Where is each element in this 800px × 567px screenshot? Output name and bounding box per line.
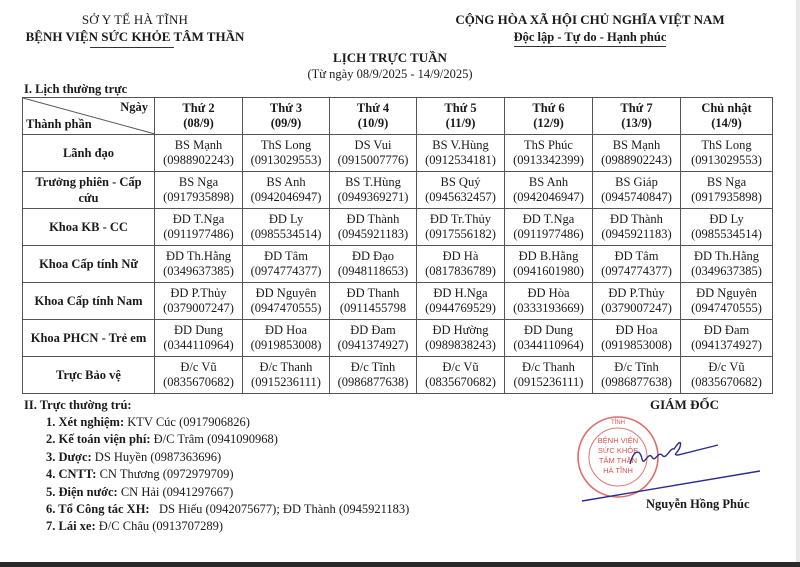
row-label: Trưởng phiên - Cấp cứu (23, 172, 155, 209)
staff-name: ThS Long (701, 138, 752, 152)
duty-cell (243, 135, 330, 172)
staff-phone: (0911977486) (163, 227, 234, 241)
table-row (23, 320, 773, 357)
duty-cell (417, 172, 505, 209)
duty-cell (330, 246, 417, 283)
day-header: Thứ 6 (12/9) (505, 98, 593, 135)
nation-name: CỘNG HÒA XÃ HỘI CHỦ NGHĨA VIỆT NAM (455, 12, 725, 27)
duty-cell (593, 357, 681, 394)
duty-cell (681, 172, 773, 209)
staff-phone: (0949369271) (337, 190, 409, 204)
staff-phone: (0915007776) (337, 153, 409, 167)
duty-cell (155, 320, 243, 357)
staff-phone: (0911455798 (339, 301, 407, 315)
staff-name: BS Nga (706, 175, 747, 189)
svg-text:HÀ TĨNH: HÀ TĨNH (603, 466, 633, 475)
staff-phone: (0945632457) (425, 190, 496, 204)
page-edge-bottom (0, 562, 800, 567)
staff-phone: (0919853008) (601, 338, 672, 352)
duty-cell (593, 172, 681, 209)
day-header: Thứ 3 (09/9) (243, 98, 330, 135)
staff-phone: (0912534181) (425, 153, 496, 167)
row-label: Khoa KB - CC (23, 209, 155, 246)
section1-heading: I. Lịch thường trực (24, 82, 128, 96)
staff-phone: (0344110964) (163, 338, 234, 352)
staff-name: ĐD H.Nga (433, 286, 488, 300)
table-header-row (23, 98, 773, 135)
duty-cell (155, 246, 243, 283)
signer-name: Nguyễn Hồng Phúc (646, 497, 750, 511)
duty-cell (505, 135, 593, 172)
staff-phone: (0917556182) (425, 227, 496, 241)
row-label: Khoa Cấp tính Nữ (23, 246, 155, 283)
duty-cell (155, 209, 243, 246)
staff-name: ĐD Tâm (614, 249, 659, 263)
staff-name: BS Quý (440, 175, 481, 189)
title-date-range: (Từ ngày 08/9/2025 - 14/9/2025) (307, 67, 473, 81)
staff-phone: (0835670682) (163, 375, 234, 389)
duty-cell (505, 246, 593, 283)
list-item: 7. Lái xe: Đ/C Châu (0913707289) (46, 519, 224, 534)
staff-name: ĐD Tâm (264, 249, 308, 263)
staff-phone: (0915236111) (513, 375, 584, 389)
corner-header-cell (23, 98, 155, 135)
staff-name: ĐD Th.Hằng (165, 249, 232, 263)
duty-cell (330, 283, 417, 320)
staff-phone: (0333193669) (513, 301, 584, 315)
duty-cell (243, 357, 330, 394)
staff-name: Đ/c Vũ (442, 360, 479, 374)
duty-cell (681, 135, 773, 172)
staff-phone: (0947470555) (250, 301, 322, 315)
svg-text:TÂM THẦN: TÂM THẦN (598, 456, 638, 465)
staff-phone: (0945921183) (337, 227, 409, 241)
staff-phone: (0945740847) (601, 190, 672, 204)
table-row (23, 172, 773, 209)
staff-phone: (0974774377) (250, 264, 322, 278)
staff-phone: (0913029553) (250, 153, 322, 167)
duty-cell (417, 246, 505, 283)
duty-cell (243, 209, 330, 246)
day-header: Chủ nhật (14/9) (681, 98, 773, 135)
staff-phone: (0344110964) (513, 338, 584, 352)
staff-phone: (0379007247) (601, 301, 672, 315)
list-item: 6. Tổ Công tác XH: DS Hiếu (0942075677); ĐD Thành (0945921183) (46, 502, 410, 517)
corner-label-role: Thành phần (26, 117, 92, 131)
table-row (23, 283, 773, 320)
duty-cell (330, 357, 417, 394)
svg-text:SỨC KHỎE: SỨC KHỎE (597, 446, 639, 455)
duty-cell (505, 172, 593, 209)
staff-phone: (0941374927) (337, 338, 409, 352)
staff-name: ThS Long (260, 138, 312, 152)
staff-phone: (0942046947) (250, 190, 322, 204)
staff-phone: (0917935898) (163, 190, 234, 204)
list-item: 3. Dược: DS Huyền (0987363696) (46, 449, 222, 464)
table-row (23, 246, 773, 283)
duty-cell (505, 209, 593, 246)
national-motto: Độc lập - Tự do - Hạnh phúc (514, 29, 667, 47)
staff-name: ĐD Hòa (527, 286, 570, 300)
staff-name: ĐD Ly (268, 212, 304, 226)
day-header: Thứ 4 (10/9) (330, 98, 417, 135)
duty-cell (243, 246, 330, 283)
staff-name: ĐD Ly (709, 212, 744, 226)
duty-cell (505, 320, 593, 357)
row-label: Trực Bảo vệ (23, 357, 155, 394)
official-stamp-icon (560, 409, 800, 509)
staff-phone: (0941601980) (513, 264, 584, 278)
document-title (260, 50, 520, 82)
day-header: Thứ 5 (11/9) (417, 98, 505, 135)
duty-cell (417, 357, 505, 394)
row-label: Lãnh đạo (23, 135, 155, 172)
staff-name: BS V.Hùng (432, 138, 489, 152)
agency-name: SỞ Y TẾ HÀ TĨNH (81, 12, 189, 27)
duty-schedule-table (22, 97, 773, 394)
staff-phone: (0985534514) (250, 227, 322, 241)
staff-phone: (0919853008) (250, 338, 322, 352)
staff-name: ThS Phúc (524, 138, 573, 152)
staff-phone: (0948118653) (337, 264, 409, 278)
staff-phone: (0988902243) (601, 153, 672, 167)
staff-name: ĐD Tr.Thủy (429, 212, 492, 226)
staff-name: BS Anh (266, 175, 306, 189)
duty-cell (681, 357, 773, 394)
signature-block (560, 395, 800, 525)
duty-cell (593, 320, 681, 357)
staff-name: Đ/c Tĩnh (614, 360, 659, 374)
duty-cell (417, 135, 505, 172)
duty-cell (681, 246, 773, 283)
staff-phone: (0835670682) (425, 375, 496, 389)
staff-name: ĐD Dung (524, 323, 573, 337)
staff-name: BS Giáp (615, 175, 658, 189)
duty-cell (330, 320, 417, 357)
staff-phone: (0913342399) (513, 153, 584, 167)
staff-name: ĐD Nguyên (255, 286, 317, 300)
svg-text:BỆNH VIỆN: BỆNH VIỆN (597, 436, 639, 445)
staff-phone: (0945921183) (601, 227, 672, 241)
staff-name: ĐD P.Thủy (170, 286, 227, 300)
svg-text:TỈNH: TỈNH (611, 420, 625, 426)
staff-phone: (0944769529) (425, 301, 496, 315)
staff-name: ĐD Thanh (346, 286, 400, 300)
staff-phone: (0974774377) (601, 264, 672, 278)
staff-phone: (0911977486) (513, 227, 584, 241)
staff-phone: (0989838243) (425, 338, 496, 352)
table-row (23, 209, 773, 246)
staff-name: Đ/c Thanh (522, 360, 575, 374)
staff-name: ĐD Th.Hằng (693, 249, 760, 263)
staff-name: ĐD Đam (350, 323, 396, 337)
staff-phone: (0835670682) (691, 375, 762, 389)
staff-name: Đ/c Vũ (708, 360, 745, 374)
staff-phone: (0917935898) (691, 190, 762, 204)
staff-name: ĐD Hường (432, 323, 489, 337)
duty-cell (593, 209, 681, 246)
header-right (430, 12, 750, 47)
staff-name: DS Vui (354, 138, 392, 152)
list-item: 1. Xét nghiệm: KTV Cúc (0917906826) (46, 415, 250, 429)
list-item: 2. Kế toán viện phí: Đ/C Trâm (0941090968) (46, 432, 278, 447)
duty-cell (593, 246, 681, 283)
staff-name: Đ/c Tĩnh (350, 360, 396, 374)
duty-cell (417, 320, 505, 357)
duty-cell (243, 172, 330, 209)
staff-name: ĐD Nguyên (696, 286, 757, 300)
staff-name: ĐD Hoa (264, 323, 307, 337)
staff-name: ĐD Thành (346, 212, 400, 226)
staff-phone: (0986877638) (337, 375, 409, 389)
day-header: Thứ 2 (08/9) (155, 98, 243, 135)
duty-cell (417, 209, 505, 246)
duty-cell (681, 320, 773, 357)
staff-name: ĐD T.Nga (172, 212, 225, 226)
staff-phone: (0915236111) (251, 375, 321, 389)
row-label: Khoa PHCN - Trẻ em (23, 320, 155, 357)
staff-name: BS Mạnh (174, 138, 223, 152)
staff-name: ĐD Hà (442, 249, 479, 263)
title-main: LỊCH TRỰC TUẦN (333, 50, 447, 65)
duty-cell (417, 283, 505, 320)
staff-phone: (0379007247) (163, 301, 234, 315)
staff-name: BS Mạnh (612, 138, 661, 152)
corner-label-day: Ngày (120, 100, 148, 114)
staff-name: ĐD P.Thủy (608, 286, 665, 300)
duty-cell (593, 135, 681, 172)
staff-phone: (0941374927) (691, 338, 762, 352)
table-row (23, 135, 773, 172)
staff-name: ĐD Thành (610, 212, 663, 226)
staff-phone: (0349637385) (163, 264, 234, 278)
staff-name: ĐD Đam (703, 323, 750, 337)
duty-cell (155, 172, 243, 209)
staff-phone: (0913029553) (691, 153, 762, 167)
row-label: Khoa Cấp tính Nam (23, 283, 155, 320)
duty-cell (681, 209, 773, 246)
hospital-name: BỆNH VIỆN SỨC KHỎE TÂM THẦN (25, 29, 245, 44)
staff-phone: (0942046947) (513, 190, 584, 204)
staff-phone: (0988902243) (163, 153, 234, 167)
duty-cell (330, 135, 417, 172)
staff-phone: (0817836789) (425, 264, 496, 278)
page-edge-right (796, 0, 800, 567)
staff-name: ĐD Đạo (351, 249, 394, 263)
duty-cell (330, 172, 417, 209)
duty-cell (330, 209, 417, 246)
duty-cell (243, 283, 330, 320)
staff-name: BS T.Hùng (345, 175, 401, 189)
staff-name: ĐD T.Nga (522, 212, 575, 226)
staff-name: BS Anh (528, 175, 569, 189)
duty-cell (505, 357, 593, 394)
duty-cell (243, 320, 330, 357)
staff-name: ĐD B.Hằng (518, 249, 579, 263)
staff-name: ĐD Dung (174, 323, 223, 337)
duty-cell (155, 135, 243, 172)
hospital-underline (90, 47, 174, 48)
staff-name: Đ/c Thanh (259, 360, 313, 374)
staff-phone: (0985534514) (691, 227, 762, 241)
duty-cell (155, 283, 243, 320)
duty-cell (505, 283, 593, 320)
section2-heading: II. Trực thường trú: (24, 398, 132, 412)
header-left (20, 12, 250, 45)
staff-name: ĐD Hoa (615, 323, 658, 337)
staff-phone: (0947470555) (691, 301, 762, 315)
staff-phone: (0349637385) (691, 264, 762, 278)
duty-cell (681, 283, 773, 320)
duty-cell (593, 283, 681, 320)
day-header: Thứ 7 (13/9) (593, 98, 681, 135)
table-row (23, 357, 773, 394)
resident-duty-list (46, 414, 409, 536)
signer-role: GIÁM ĐỐC (650, 397, 719, 412)
list-item: 5. Điện nước: CN Hải (0941297667) (46, 484, 234, 499)
staff-name: BS Nga (178, 175, 219, 189)
duty-cell (155, 357, 243, 394)
staff-phone: (0986877638) (601, 375, 672, 389)
staff-name: Đ/c Vũ (180, 360, 217, 374)
list-item: 4. CNTT: CN Thương (0972979709) (46, 467, 234, 482)
